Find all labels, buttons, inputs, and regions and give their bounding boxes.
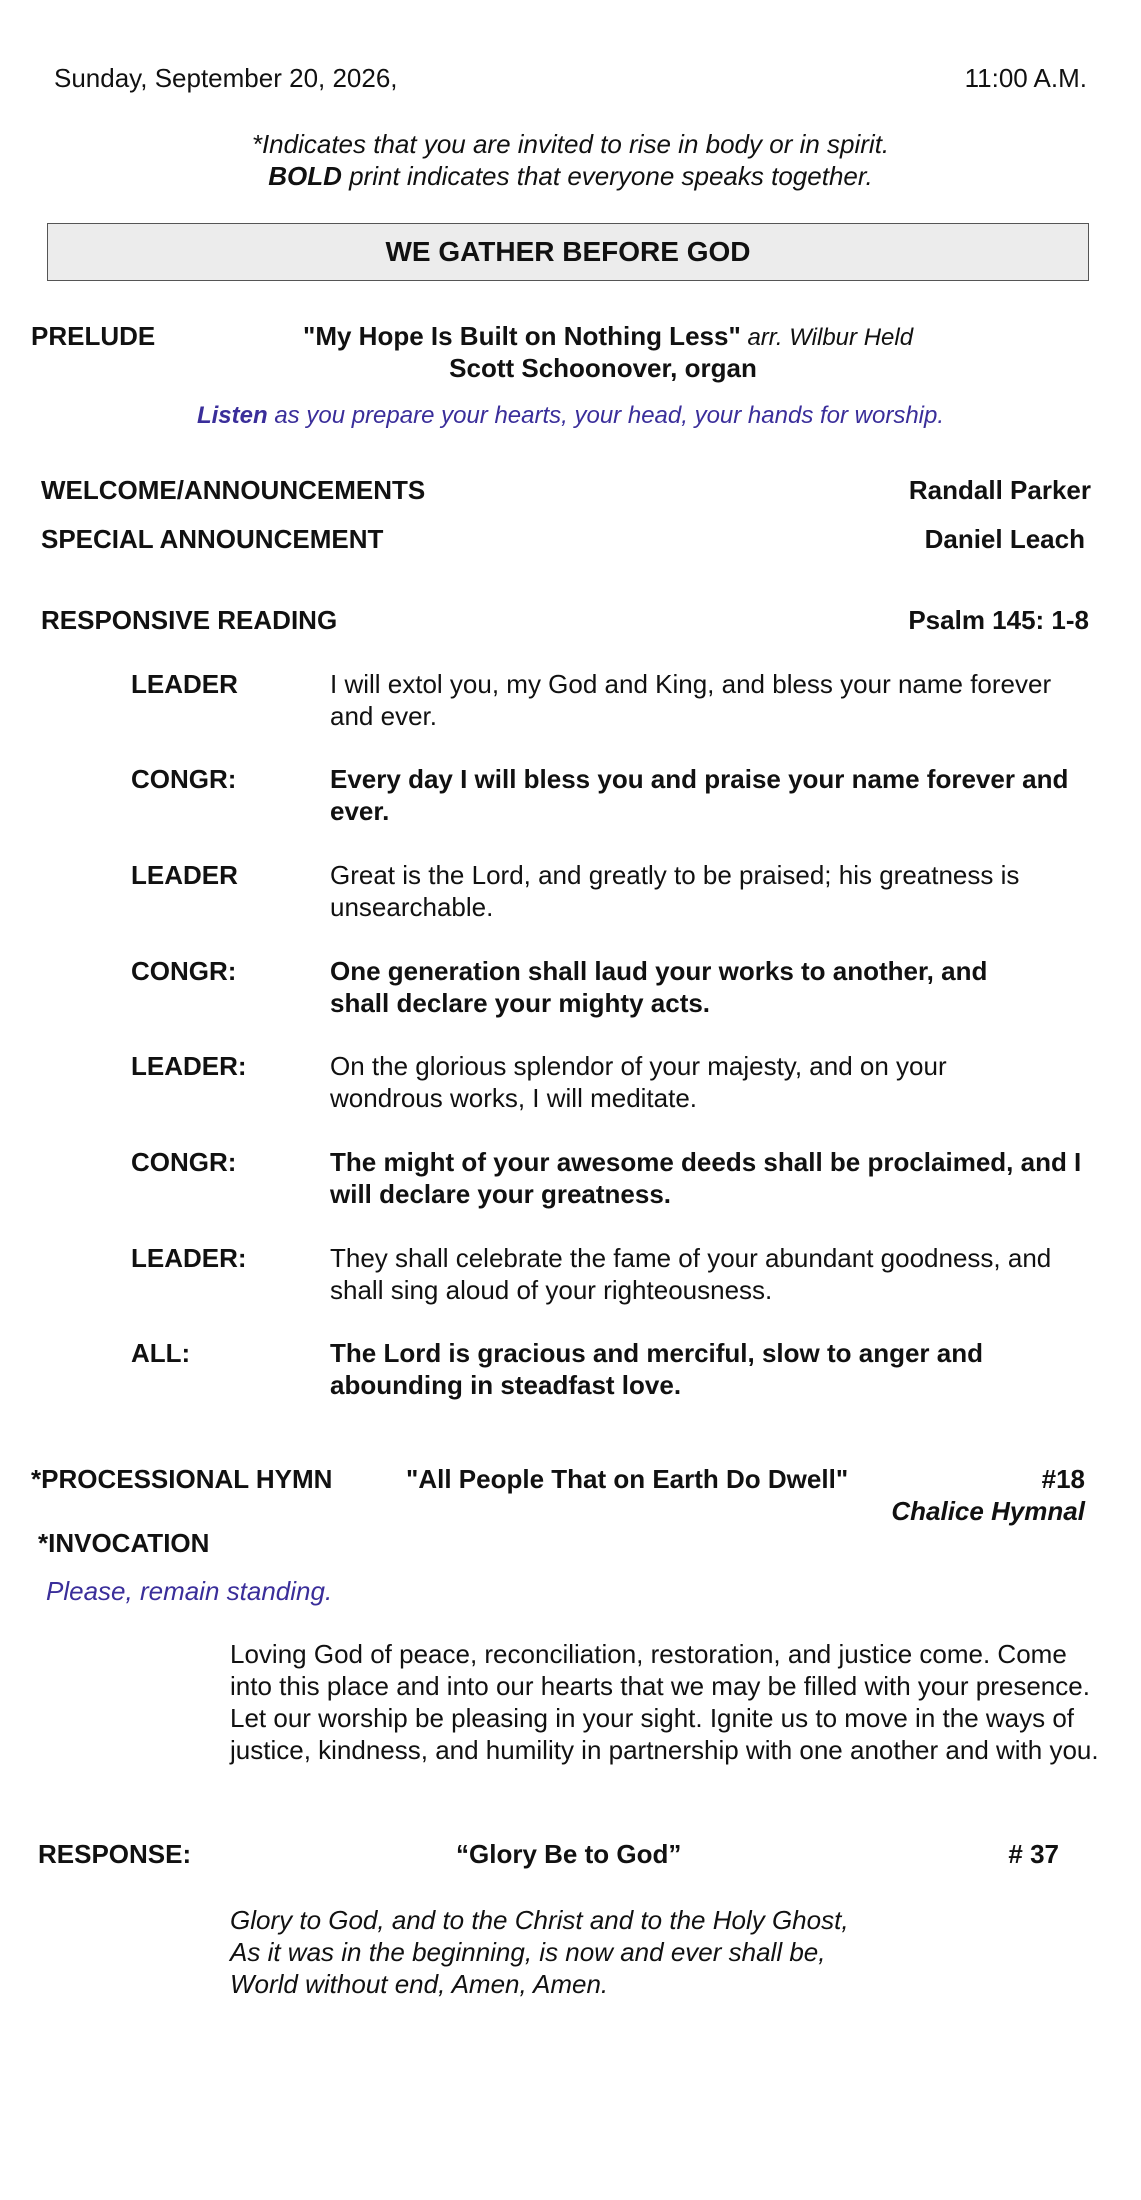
prelude-title-line — [303, 320, 913, 354]
invocation-prayer: Loving God of peace, reconciliation, restoration, and justice come. Come into this place and into our hearts that we may be filled with your presence. Let our worship be pleasing in your sight. Ignite us to move in the ways of justice, kindness, and humility in partnership with one another and with you. — [230, 1639, 1099, 1765]
response-number: # 37 — [1008, 1839, 1059, 1869]
processional-number: #18 — [1041, 1464, 1085, 1494]
section-title-box — [47, 223, 1089, 281]
listen-rest: as you prepare your hearts, your head, your hands for worship. — [267, 402, 945, 429]
prelude-label: PRELUDE — [31, 321, 156, 351]
reading-text: On the glorious splendor of your majesty, and on your wondrous works, I will meditate. — [330, 1051, 947, 1113]
reading-role: LEADER — [131, 669, 238, 699]
responsive-label: RESPONSIVE READING — [41, 605, 338, 635]
reading-role: CONGR: — [131, 956, 237, 986]
listen-word: Listen — [196, 402, 268, 429]
section-title: WE GATHER BEFORE GOD — [385, 236, 751, 267]
invocation-instruction: Please, remain standing. — [46, 1576, 333, 1606]
processional-label: *PROCESSIONAL HYMN — [31, 1464, 333, 1494]
response-label: RESPONSE: — [38, 1839, 192, 1869]
reading-role: LEADER: — [131, 1051, 247, 1081]
responsive-reference: Psalm 145: 1-8 — [908, 605, 1089, 635]
listen-note — [0, 400, 1141, 432]
response-lyric-line: World without end, Amen, Amen. — [230, 1969, 609, 1999]
bold-note-word: BOLD — [268, 161, 342, 191]
reading-text: The might of your awesome deeds shall be proclaimed, and I will declare your greatness. — [330, 1147, 1082, 1209]
bold-note — [0, 160, 1141, 192]
prelude-title: "My Hope Is Built on Nothing Less" — [303, 321, 741, 351]
reading-text: Great is the Lord, and greatly to be praised; his greatness is unsearchable. — [330, 860, 1020, 922]
service-date: Sunday, September 20, 2026, — [54, 63, 398, 93]
reading-role: ALL: — [131, 1338, 191, 1368]
response-title: “Glory Be to God” — [456, 1839, 682, 1869]
processional-hymnal: Chalice Hymnal — [891, 1496, 1085, 1526]
reading-text: I will extol you, my God and King, and bless your name forever and ever. — [330, 669, 1052, 731]
reading-role: CONGR: — [131, 1147, 237, 1177]
reading-text: One generation shall laud your works to another, and shall declare your mighty acts. — [330, 956, 988, 1018]
processional-title: "All People That on Earth Do Dwell" — [406, 1464, 849, 1494]
service-time: 11:00 A.M. — [964, 63, 1087, 93]
reading-text: They shall celebrate the fame of your abundant goodness, and shall sing aloud of your righteousness. — [330, 1243, 1052, 1305]
rise-note: *Indicates that you are invited to rise in body or in spirit. — [251, 129, 890, 159]
special-person: Daniel Leach — [924, 524, 1085, 554]
reading-role: LEADER: — [131, 1243, 247, 1273]
response-lyric-line: Glory to God, and to the Christ and to the Holy Ghost, — [230, 1905, 849, 1935]
prelude-arranger: arr. Wilbur Held — [740, 324, 914, 351]
reading-text: Every day I will bless you and praise your name forever and ever. — [330, 764, 1069, 826]
prelude-performer: Scott Schoonover, organ — [449, 353, 757, 383]
invocation-label: *INVOCATION — [38, 1528, 210, 1558]
reading-role: LEADER — [131, 860, 238, 890]
response-lyric-line: As it was in the beginning, is now and ever shall be, — [230, 1937, 826, 1967]
reading-text: The Lord is gracious and merciful, slow to anger and abounding in steadfast love. — [330, 1338, 983, 1400]
bold-note-rest: print indicates that everyone speaks together. — [341, 161, 873, 191]
special-label: SPECIAL ANNOUNCEMENT — [41, 524, 384, 554]
welcome-person: Randall Parker — [908, 475, 1091, 505]
reading-role: CONGR: — [131, 764, 237, 794]
welcome-label: WELCOME/ANNOUNCEMENTS — [41, 475, 426, 505]
